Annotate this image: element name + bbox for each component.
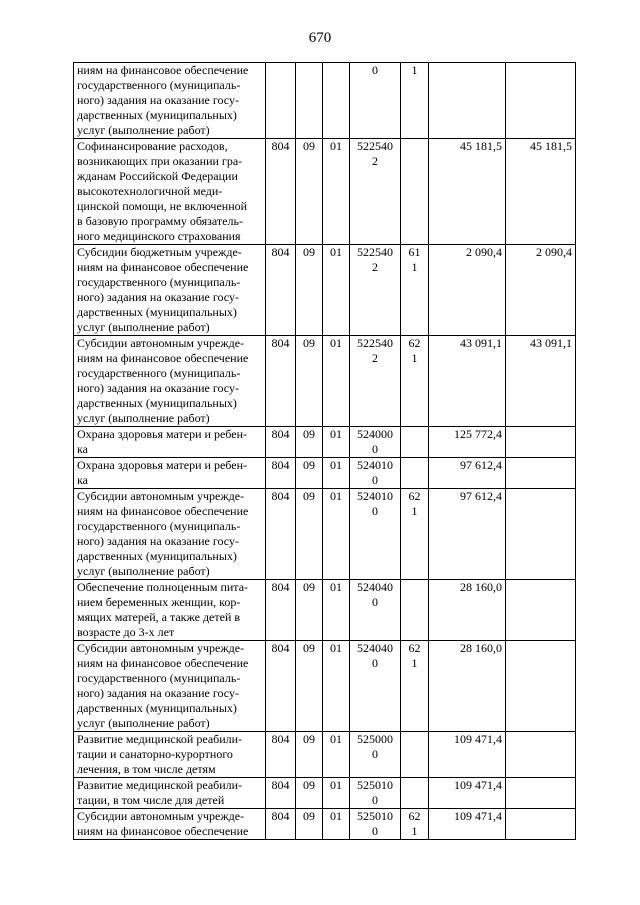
expense-type-code-cell (401, 63, 429, 139)
department-code-cell-text: 804 (271, 139, 290, 153)
row-name-cell (74, 63, 266, 139)
table-row (74, 336, 576, 427)
amount-cell (429, 63, 506, 139)
amount-subvention-cell (506, 139, 576, 245)
budget-table (73, 62, 576, 840)
department-code-cell (266, 458, 296, 489)
table-row (74, 427, 576, 458)
subsection-code-cell (323, 778, 350, 809)
table-row (74, 732, 576, 778)
subsection-code-cell-text: 01 (330, 778, 342, 792)
row-name-cell-text: Обеспечение полноценным пита- нием беременных женщин, кор- мящих матерей, а также детей в возрасте до 3-х лет (77, 580, 249, 639)
target-item-code-cell (350, 336, 401, 427)
amount-subvention-cell (506, 427, 576, 458)
department-code-cell (266, 778, 296, 809)
target-item-code-cell (350, 778, 401, 809)
expense-type-code-cell (401, 458, 429, 489)
amount-subvention-cell-text: 43 091,1 (530, 336, 572, 350)
amount-cell-text: 109 471,4 (454, 732, 502, 746)
section-code-cell (296, 139, 323, 245)
department-code-cell (266, 809, 296, 840)
expense-type-code-cell (401, 732, 429, 778)
target-item-code-cell-text: 0 (372, 63, 378, 77)
target-item-code-cell (350, 489, 401, 580)
section-code-cell-text: 09 (303, 245, 315, 259)
amount-cell-text: 97 612,4 (460, 489, 502, 503)
section-code-cell-text: 09 (303, 809, 315, 823)
expense-type-code-cell-text: 62 1 (408, 489, 421, 518)
amount-cell (429, 427, 506, 458)
department-code-cell (266, 139, 296, 245)
department-code-cell-text: 804 (271, 458, 290, 472)
section-code-cell-text: 09 (303, 139, 315, 153)
table-row (74, 778, 576, 809)
amount-subvention-cell (506, 458, 576, 489)
subsection-code-cell-text: 01 (330, 580, 342, 594)
target-item-code-cell-text: 525000 0 (357, 732, 393, 761)
section-code-cell-text: 09 (303, 427, 315, 441)
row-name-cell-text: Охрана здоровья матери и ребен- ка (77, 458, 247, 487)
target-item-code-cell-text: 524040 0 (357, 641, 393, 670)
target-item-code-cell (350, 63, 401, 139)
department-code-cell-text: 804 (271, 427, 290, 441)
row-name-cell (74, 489, 266, 580)
subsection-code-cell (323, 458, 350, 489)
row-name-cell (74, 580, 266, 641)
target-item-code-cell-text: 524040 0 (357, 580, 393, 609)
row-name-cell-text: Развитие медицинской реабили- тации и санаторно-курортного лечения, в том числе детям (77, 732, 243, 776)
department-code-cell (266, 427, 296, 458)
amount-cell (429, 489, 506, 580)
amount-cell (429, 641, 506, 732)
target-item-code-cell (350, 641, 401, 732)
expense-type-code-cell (401, 580, 429, 641)
row-name-cell-text: Субсидии автономным учрежде- ниям на финансовое обеспечение государственного (муниципаль- ного) задания на оказание госу- дарственных (муниципальных) услуг (выполнение работ) (77, 489, 249, 578)
row-name-cell-text: Софинансирование расходов, возникающих при оказании гра- жданам Российской Федерации высокотехнологичной меди- цинской помощи, не включенной в базовую программу обязатель- ного медицинского страхования (77, 139, 248, 243)
budget-table-body (74, 63, 576, 840)
target-item-code-cell-text: 522540 2 (357, 245, 393, 274)
amount-cell (429, 458, 506, 489)
amount-cell-text: 125 772,4 (454, 427, 502, 441)
amount-cell (429, 245, 506, 336)
row-name-cell (74, 641, 266, 732)
row-name-cell (74, 809, 266, 840)
section-code-cell (296, 336, 323, 427)
amount-cell (429, 139, 506, 245)
section-code-cell-text: 09 (303, 580, 315, 594)
expense-type-code-cell-text: 62 1 (408, 809, 421, 838)
department-code-cell (266, 245, 296, 336)
subsection-code-cell (323, 580, 350, 641)
table-row (74, 139, 576, 245)
section-code-cell-text: 09 (303, 336, 315, 350)
department-code-cell-text: 804 (271, 809, 290, 823)
target-item-code-cell-text: 522540 2 (357, 336, 393, 365)
target-item-code-cell (350, 458, 401, 489)
subsection-code-cell-text: 01 (330, 427, 342, 441)
target-item-code-cell (350, 732, 401, 778)
subsection-code-cell (323, 336, 350, 427)
row-name-cell (74, 336, 266, 427)
section-code-cell (296, 63, 323, 139)
section-code-cell (296, 427, 323, 458)
department-code-cell-text: 804 (271, 489, 290, 503)
amount-subvention-cell (506, 778, 576, 809)
subsection-code-cell (323, 427, 350, 458)
table-row (74, 63, 576, 139)
amount-subvention-cell (506, 580, 576, 641)
amount-subvention-cell-text: 45 181,5 (530, 139, 572, 153)
amount-subvention-cell (506, 809, 576, 840)
target-item-code-cell-text: 525010 0 (357, 809, 393, 838)
target-item-code-cell (350, 427, 401, 458)
target-item-code-cell-text: 522540 2 (357, 139, 393, 168)
target-item-code-cell (350, 245, 401, 336)
amount-cell-text: 28 160,0 (460, 641, 502, 655)
target-item-code-cell (350, 139, 401, 245)
expense-type-code-cell (401, 139, 429, 245)
department-code-cell (266, 732, 296, 778)
department-code-cell (266, 336, 296, 427)
subsection-code-cell (323, 732, 350, 778)
expense-type-code-cell-text: 62 1 (408, 641, 421, 670)
expense-type-code-cell (401, 641, 429, 732)
amount-cell (429, 732, 506, 778)
amount-cell-text: 109 471,4 (454, 809, 502, 823)
subsection-code-cell-text: 01 (330, 336, 342, 350)
amount-subvention-cell (506, 732, 576, 778)
expense-type-code-cell (401, 489, 429, 580)
amount-cell (429, 809, 506, 840)
section-code-cell (296, 809, 323, 840)
amount-cell-text: 28 160,0 (460, 580, 502, 594)
row-name-cell (74, 245, 266, 336)
row-name-cell-text: Субсидии автономным учрежде- ниям на финансовое обеспечение государственного (муниципаль- ного) задания на оказание госу- дарственных (муниципальных) услуг (выполнение работ) (77, 336, 249, 425)
amount-subvention-cell (506, 63, 576, 139)
row-name-cell-text: Субсидии автономным учрежде- ниям на финансовое обеспечение (77, 809, 249, 838)
subsection-code-cell (323, 641, 350, 732)
row-name-cell (74, 427, 266, 458)
section-code-cell (296, 778, 323, 809)
amount-subvention-cell (506, 245, 576, 336)
department-code-cell-text: 804 (271, 336, 290, 350)
amount-cell-text: 109 471,4 (454, 778, 502, 792)
amount-cell (429, 778, 506, 809)
row-name-cell (74, 732, 266, 778)
subsection-code-cell (323, 245, 350, 336)
table-row (74, 641, 576, 732)
section-code-cell-text: 09 (303, 489, 315, 503)
row-name-cell (74, 139, 266, 245)
subsection-code-cell-text: 01 (330, 245, 342, 259)
expense-type-code-cell-text: 1 (411, 63, 418, 77)
table-row (74, 809, 576, 840)
section-code-cell (296, 489, 323, 580)
department-code-cell-text: 804 (271, 641, 290, 655)
amount-subvention-cell (506, 336, 576, 427)
target-item-code-cell (350, 580, 401, 641)
subsection-code-cell (323, 809, 350, 840)
expense-type-code-cell (401, 427, 429, 458)
section-code-cell (296, 245, 323, 336)
expense-type-code-cell (401, 336, 429, 427)
section-code-cell (296, 732, 323, 778)
amount-cell-text: 97 612,4 (460, 458, 502, 472)
subsection-code-cell-text: 01 (330, 809, 342, 823)
section-code-cell-text: 09 (303, 458, 315, 472)
row-name-cell (74, 778, 266, 809)
target-item-code-cell-text: 525010 0 (357, 778, 393, 807)
department-code-cell-text: 804 (271, 580, 290, 594)
amount-cell-text: 45 181,5 (460, 139, 502, 153)
amount-cell-text: 2 090,4 (466, 245, 502, 259)
row-name-cell-text: Охрана здоровья матери и ребен- ка (77, 427, 247, 456)
subsection-code-cell-text: 01 (330, 139, 342, 153)
section-code-cell (296, 641, 323, 732)
department-code-cell (266, 641, 296, 732)
row-name-cell-text: Субсидии автономным учрежде- ниям на финансовое обеспечение государственного (муниципаль- ного) задания на оказание госу- дарственных (муниципальных) услуг (выполнение работ) (77, 641, 249, 730)
department-code-cell-text: 804 (271, 778, 290, 792)
amount-subvention-cell (506, 641, 576, 732)
section-code-cell-text: 09 (303, 732, 315, 746)
department-code-cell-text: 804 (271, 245, 290, 259)
amount-cell-text: 43 091,1 (460, 336, 502, 350)
amount-subvention-cell-text: 2 090,4 (536, 245, 572, 259)
expense-type-code-cell-text: 62 1 (408, 336, 421, 365)
subsection-code-cell-text: 01 (330, 489, 342, 503)
target-item-code-cell-text: 524010 0 (357, 489, 393, 518)
table-row (74, 245, 576, 336)
expense-type-code-cell-text: 61 1 (408, 245, 421, 274)
target-item-code-cell-text: 524010 0 (357, 458, 393, 487)
row-name-cell-text: Субсидии бюджетным учрежде- ниям на финансовое обеспечение государственного (муниципаль- ного) задания на оказание госу- дарственных (муниципальных) услуг (выполнение работ) (77, 245, 249, 334)
row-name-cell (74, 458, 266, 489)
expense-type-code-cell (401, 809, 429, 840)
expense-type-code-cell (401, 245, 429, 336)
section-code-cell-text: 09 (303, 641, 315, 655)
subsection-code-cell-text: 01 (330, 732, 342, 746)
subsection-code-cell (323, 63, 350, 139)
page-number: 670 (308, 30, 332, 46)
section-code-cell-text: 09 (303, 778, 315, 792)
table-row (74, 489, 576, 580)
department-code-cell (266, 489, 296, 580)
amount-subvention-cell (506, 489, 576, 580)
department-code-cell (266, 63, 296, 139)
table-row (74, 458, 576, 489)
row-name-cell-text: Развитие медицинской реабили- тации, в том числе для детей (77, 778, 243, 807)
amount-cell (429, 580, 506, 641)
department-code-cell-text: 804 (271, 732, 290, 746)
expense-type-code-cell (401, 778, 429, 809)
target-item-code-cell-text: 524000 0 (357, 427, 393, 456)
table-row (74, 580, 576, 641)
subsection-code-cell (323, 489, 350, 580)
department-code-cell (266, 580, 296, 641)
section-code-cell (296, 580, 323, 641)
subsection-code-cell-text: 01 (330, 641, 342, 655)
row-name-cell-text: ниям на финансовое обеспечение государственного (муниципаль- ного) задания на оказание госу- дарственных (муниципальных) услуг (выполнение работ) (77, 63, 249, 137)
section-code-cell (296, 458, 323, 489)
subsection-code-cell (323, 139, 350, 245)
amount-cell (429, 336, 506, 427)
subsection-code-cell-text: 01 (330, 458, 342, 472)
target-item-code-cell (350, 809, 401, 840)
